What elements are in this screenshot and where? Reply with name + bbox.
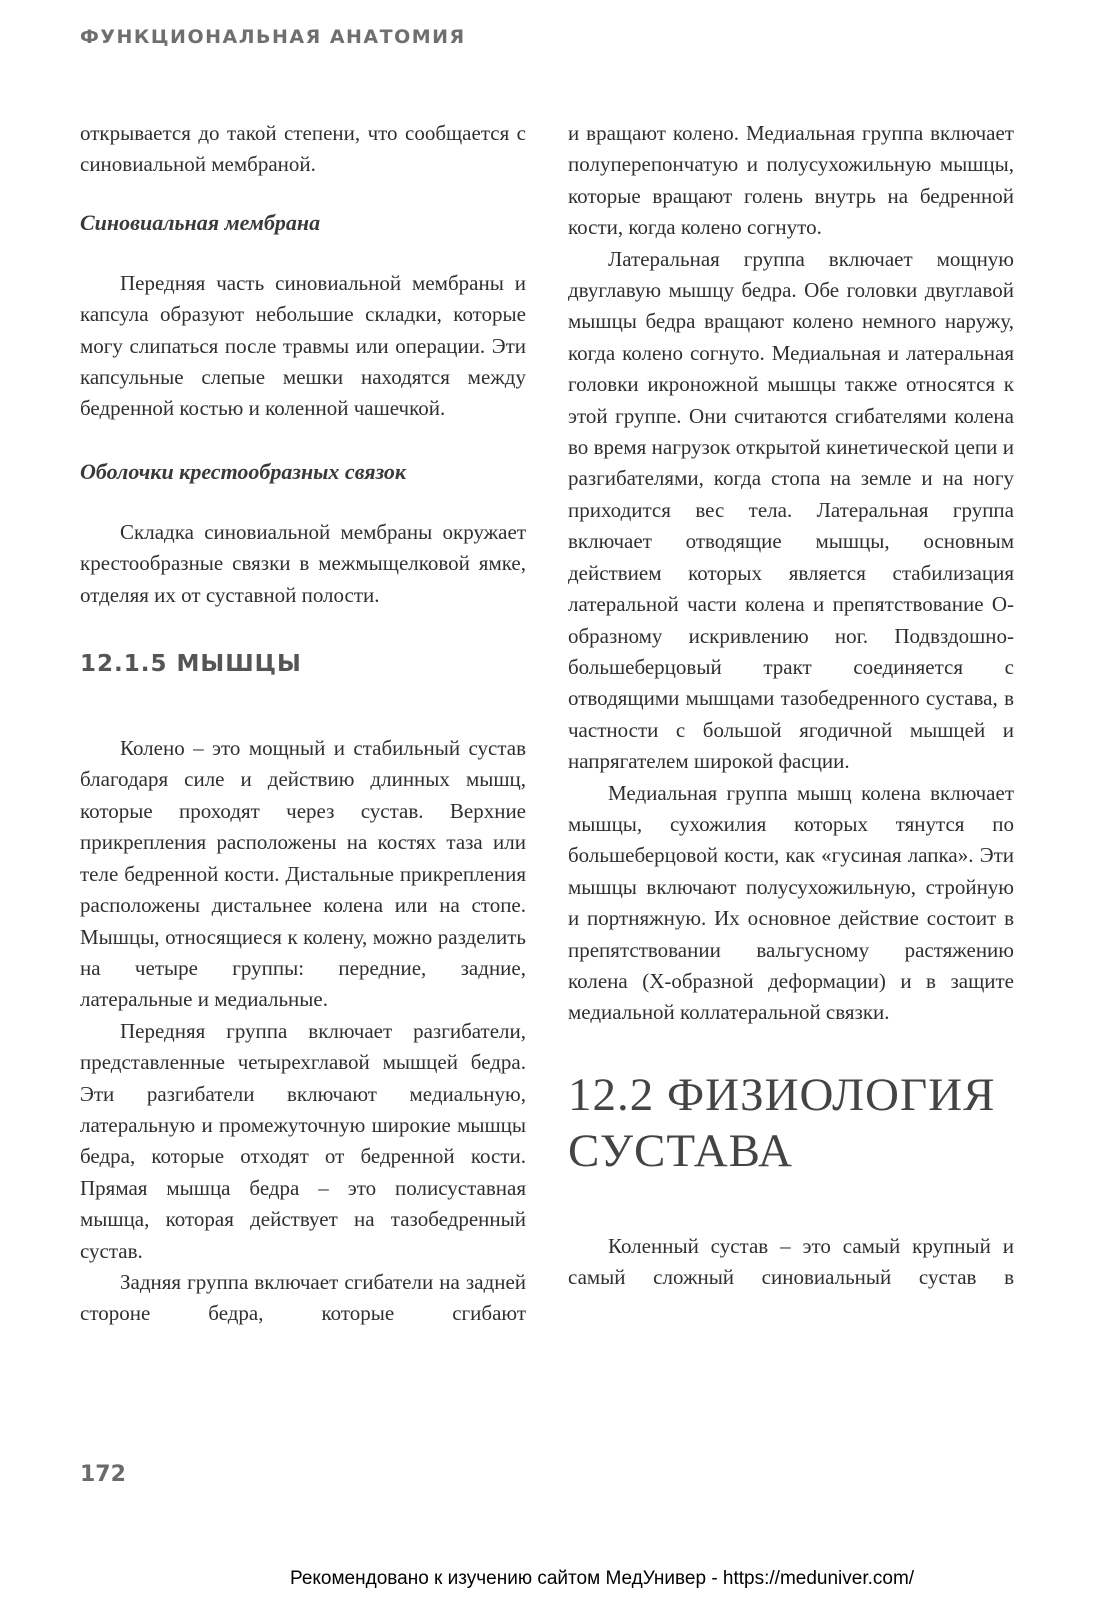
right-column [568,118,1014,1294]
paragraph-physiology: Коленный сустав – это самый крупный и самый сложный синовиальный сустав в [568,1233,1014,1290]
left-column [80,118,526,1330]
running-header: ФУНКЦИОНАЛЬНАЯ АНАТОМИЯ [80,26,466,48]
section-heading-physiology: 12.2 ФИЗИОЛОГИЯ СУСТАВА [568,1068,996,1177]
paragraph-medial-group: Медиальная группа мышц колена включает мышцы, сухожилия которых тянутся по большеберцовой кости, как «гусиная лапка». Эти мышцы включают полусухожильную, стройную и портняжную. Их основное действие состоит в препятствовании вальгусному растяжению колена (Х-образной деформации) и в защите медиальной коллатеральной связки. [568,780,1014,1025]
paragraph-continuation: открывается до такой степени, что сообщается с синовиальной мембраной. [80,121,526,177]
paragraph-cruciate-sheaths: Складка синовиальной мембраны окружает крестообразные связки в межмыщелковой ямке, отделяя их от суставной полости. [80,519,526,607]
paragraph-knee-muscles: Колено – это мощный и стабильный сустав благодаря силе и действию длинных мышц, которые проходят через сустав. Верхние прикрепления расположены на костях таза или теле бедренной кости. Дистальные прикрепления расположены дистальнее колена или на стопе. Мышцы, относящиеся к колену, можно разделить на четыре группы: передние, задние, латеральные и медиальные. [80,736,526,1012]
paragraph-anterior-group: Передняя группа включает разгибатели, представленные четырехглавой мышцей бедра. Эти разгибатели включают медиальную, латеральную и промежуточную широкие мышцы бедра, которые отходят от бедренной кости. Прямая мышца бедра – это полисуставная мышца, которая действует на тазобедренный сустав. [80,1018,526,1263]
section-heading-muscles: 12.1.5 МЫШЦЫ [80,651,302,678]
page-number: 172 [80,1462,126,1487]
paragraph-posterior-group-continued: и вращают колено. Медиальная группа включает полуперепончатую и полусухожильную мышцы, которые вращают голень внутрь на бедренной кости, когда колено согнуто. [568,121,1014,240]
paragraph-posterior-group: Задняя группа включает сгибатели на задней стороне бедра, которые сгибают [80,1269,526,1326]
footer-recommendation: Рекомендовано к изучению сайтом МедУнивер - https://meduniver.com/ [290,1568,915,1589]
paragraph-lateral-group: Латеральная группа включает мощную двуглавую мышцу бедра. Обе головки двуглавой мышцы бедра вращают колено немного наружу, когда колено согнуто. Медиальная и латеральная головки икроножной мышцы также относятся к этой группе. Они считаются сгибателями колена во время нагрузок открытой кинетической цепи и разгибателями, когда стопа на земле и на ногу приходится вес тела. Латеральная группа включает отводящие мышцы, основным действием которых является стабилизация латеральной части колена и препятствование О-образному искривлению ног. Подвздошно-большеберцовый тракт соединяется с отводящими мышцами тазобедренного сустава, в частности с большой ягодичной мышцей и напрягателем широкой фасции. [568,246,1014,774]
subheading-synovial-membrane: Синовиальная мембрана [80,209,321,235]
subheading-cruciate-sheaths: Оболочки крестообразных связок [80,458,407,484]
paragraph-synovial-membrane: Передняя часть синовиальной мембраны и капсула образуют небольшие складки, которые могу слипаться после травмы или операции. Эти капсульные слепые мешки находятся между бедренной костью и коленной чашечкой. [80,270,526,421]
